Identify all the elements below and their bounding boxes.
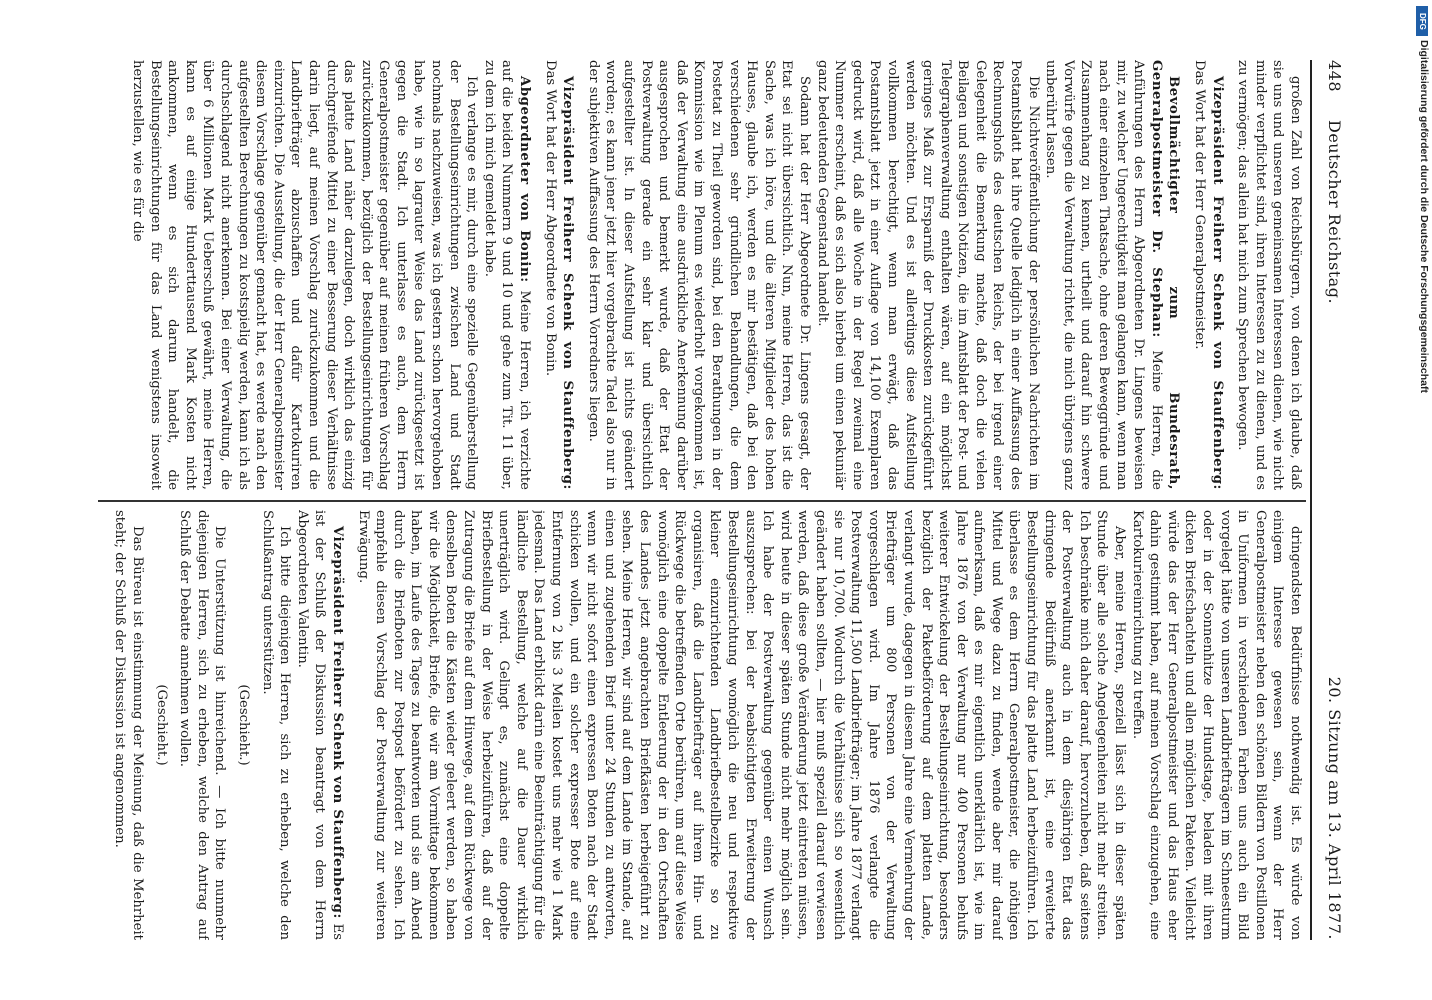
publication-title: Deutscher Reichstag. bbox=[1325, 120, 1344, 305]
body-paragraph: Aber, meine Herren, speziell lässt sich in dieser späten Stunde über alle solche Angelegenheiten nicht mehr streiten. Ich beschränke mich daher darauf, hervorzuheben, daß seitens der Postverwaltung auch in dem diesjährigen Etat das dringende Bedürfniß anerkannt ist, eine erweiterte Bestellungseinrichtung für das platte Land herbeizuführen. Ich überlasse es dem Herrn Generalpostmeister, die nöthigen Mittel und Wege dazu zu finden, wende aber mir darauf aufmerksam, daß es mir eigentlich unerklärlich ist, wie im Jahre 1876 von der Verwaltung nur 400 Personen behufs weiterer Entwickelung der Bestellungseinrichtung, besonders bezüglich der Paketbeförderung auf dem platten Lande, verlangt wurde, dagegen in diesem Jahre eine Vermehrung der Briefträger um 800 Personen von der Verwaltung vorgeschlagen wird. Im Jahre 1876 verlangte die Postverwaltung 11,500 Landbriefträger; im Jahre 1877 verlangt sie nur 10,700. Wodurch die Verhältnisse sich so wesentlich geändert haben sollten, — hier muß speziell darauf verwiesen werden, daß diese große Veränderung jetzt eintreten müssen, wird heute in dieser späten Stunde nicht mehr möglich sein. Ich habe der Postverwaltung gegenüber einen Wunsch auszusprechen: bei der beabsichtigten Erweiterung der Bestellungseinrichtung womöglich die neu und respektive kleiner einzurichtenden Landbriefbestellbezirke so zu organisiren, daß die Landbriefträger auf ihrem Hin- und Rückwege die betreffenden Orte berühren, um auf diese Weise womöglich eine doppelte Entleerung der in den Ortschaften des Landes jetzt angebrachten Briefkästen herbeigeführt zu sehen. Meine Herren, wir sind auf dem Lande im Stande, auf einen und zugehenden Brief unter 24 Stunden zu antworten, wenn wir nicht sofort einen expressen Boten nach der Stadt schicken wollen, und ein solcher expresser Bote auf eine Entfernung von 2 bis 3 Meilen kostet uns mehr wie 1 Mark jedesmal. Das Land erblickt darin eine Beeinträchtigung für die ländliche Bestellung, welche auf die Dauer wirklich unerträglich wird. Gelingt es, zunächst eine doppelte Briefbestellung in der Weise herbeizuführen, daß auf der Zutragung die Briefe auf dem Hinwege, auf dem Rückwege von denselben Boten die Kästen wieder geleert werden, so haben wir die Möglichkeit, Briefe, die wir am Vormittage bekommen haben, im Laufe des Tages zu beantworten und sie am Abend durch die Briefboten zur Postpost befördert zu sehen. Ich empfehle diesen Vorschlag der Postverwaltung zur weiteren Erwägung. bbox=[355, 510, 1128, 940]
column-divider bbox=[98, 500, 1306, 502]
left-column bbox=[100, 60, 1304, 490]
speaker-name: Vizepräsident Freiherr Schenk von Stauffenberg: bbox=[1209, 76, 1225, 490]
session-date: 20. Sitzung am 13. April 1877. bbox=[1325, 676, 1344, 940]
body-paragraph: dringendsten Bedürfnisse nothwendig ist. Es würde von einigem Interesse gewesen sein, wenn der Herr Generalpostmeister neben den schönen Bildern von Postillonen in Uniformen in verschiedenen Farben uns auch ein Bild vorgelegt hätte von unseren Landbriefträgern im Schneesturm oder in der Sonnenhitze der Hundstage, beladen mit ihren dicken Briefschachteln und allen möglichen Paketen. Vielleicht würde das der Herr Generalpostmeister und das Haus eher dahin gestimmt haben, auf meinen Vorschlag einzugehen, eine Kartokuriereinrichtung zu treffen. bbox=[1129, 510, 1303, 940]
body-paragraph: Sodann hat der Herr Abgeordnete Dr. Lingens gesagt, der Etat sei nicht übersichtlich. Nun, meine Herren, das ist die Sache, was ich höre, und die älteren Mitglieder des hohen Hauses, glaube ich, werden es mir bestätigen, daß bei den verschiedenen sehr gründlichen Behandlungen, die dem Postetat zu Theil geworden sind, bei den Berathungen in der Kommission wie im Plenum es wiederholt vorgekommen ist, daß der Verwaltung eine ausdrückliche Anerkennung darüber ausgesprochen und bemerkt wurde, daß der Etat der Postverwaltung gerade ein sehr klar und übersichtlich aufgestellter ist. In dieser Aufstellung ist nichts geändert worden; es kann jener jetzt hier vorgebrachte Tadel also nur in der subjektiven Auffassung des Herrn Vorredners liegen. bbox=[585, 60, 812, 490]
speech-text: Meine Herren, ich verzichte auf die beiden Nummern 9 und 10 und gehe zum Tit. 11 über, zu dem ich mich gemeldet habe. bbox=[481, 60, 533, 490]
speech-text: Das Wort hat der Herr Abgeordnete von Bonin. bbox=[542, 60, 558, 377]
speaker-name: Vizepräsident Freiherr Schenk von Stauffenberg: bbox=[560, 76, 576, 490]
speaker-paragraph bbox=[1190, 60, 1225, 490]
body-paragraph: Das Büreau ist einstimmung der Meinung, daß die Mehrheit steht; der Schluß der Diskussion ist angenommen. bbox=[112, 510, 145, 940]
speaker-paragraph bbox=[541, 60, 576, 490]
header-rule bbox=[1310, 60, 1312, 940]
speech-text: Meine Herren, die Anführungen des Herrn Abgeordneten Dr. Lingens beweisen mir, zu welcher Ungerechtigkeit man gelangen kann, wenn man nach einer einzelnen Thatsache, ohne deren Beweggründe und Zusammenhang zu kennen, urtheilt und darauf hin schwere Vorwürfe gegen die Verwaltung richtet, die mich übrigens ganz unberührt lassen. bbox=[1043, 60, 1164, 490]
right-column bbox=[100, 510, 1304, 940]
credit-text: Digitalisierung gefördert durch die Deutsche Forschungsgemeinschaft bbox=[1418, 40, 1430, 393]
dfg-logo: DFG bbox=[1416, 6, 1428, 36]
speech-text: Das Wort hat der Herr Generalpostmeister. bbox=[1192, 60, 1208, 350]
stage-direction: (Geschieht.) bbox=[153, 684, 169, 766]
page-number: 448 bbox=[1325, 60, 1344, 93]
speaker-name: Abgeordneter von Bonin: bbox=[517, 76, 533, 283]
body-paragraph: Die Unterstützung ist hinreichend. — Ich bitte nunmehr diejenigen Herren, sich zu erheben, welche den Antrag auf Schluß der Debatte annehmen wollen. bbox=[177, 510, 228, 940]
body-paragraph: Ich bitte diejenigen Herren, sich zu erheben, welche den Schlußantrag unterstützen. bbox=[259, 510, 293, 940]
speaker-paragraph bbox=[293, 510, 346, 940]
speaker-paragraph bbox=[1042, 60, 1183, 490]
speech-text: Es ist der Schluß der Diskussion beantragt von dem Herrn Abgeordneten Valentin. bbox=[294, 510, 345, 940]
body-paragraph: Die Nichtveröffentlichung der persönlichen Nachrichten im Postamtsblatt hat ihre Quelle lediglich in einer Auffassung des Rechnungshofs des deutschen Reichs, der bei irgend einer Gelegenheit die Bemerkung machte, daß doch die vielen Beilagen und sonstigen Notizen, die im Amtsblatt der Post- und Telegraphenverwaltung enthalten wären, auf ein möglichst geringes Maß zur Ersparniß der Druckkosten zurückgeführt werden möchten. Und es ist allerdings diese Aufstellung vollkommen berechtigt, wenn man erwägt, daß das Postamtsblatt jetzt in einer Auflage von 14,100 Exemplaren gedruckt wird, daß alle Woche in der Regel zweimal eine Nummer erscheint, daß es sich also hierbei um einen pekuniär ganz bedeutenden Gegenstand handelt. bbox=[814, 60, 1041, 490]
body-paragraph: großen Zahl von Reichsbürgern, von denen ich glaube, daß sie uns und unseren gemeinsamen Interessen dienen, wie nicht minder verpflichtet sind, ihren Interessen zu zu dienen, und es zu vermögen; das allein hat mich zum Sprechen bewogen. bbox=[1235, 60, 1303, 490]
speaker-paragraph bbox=[480, 60, 533, 490]
body-paragraph: Ich verlange es mir, durch eine spezielle Gegenüberstellung der Bestellungseinrichtungen zwischen Land und Stadt nochmals nachzuweisen, was ich gestern schon hervorgehoben habe, wie in so lagrauter Weise das Land zurückgesetzt ist gegen die Stadt. Ich unterlasse es auch, dem Herrn Generalpostmeister gegenüber auf meinen früheren Vorschlag zurückzukommen, bezüglich der Bestellungseinrichtungen für das platte Land näher darzulegen, doch wirklich das einzig durchgreifende Mittel zu einer Besserung dieser Verhältnisse darin liegt, auf meinen Vorschlag zurückzukommen und die Landbriefträger abzuschaffen und dafür Kartokuriren einzurichten. Die Ausstellung, die der Herr Generalpostmeister diesem Vorschlage gegenüber gemacht hat, es werde nach den aufgestellten Berechnungen zu kostspielig werden, kann ich als durchschlagend nicht anerkennen. Bei einer Verwaltung, die über 6 Millionen Mark Ueberschuß gewährt, meine Herren, kann es auf einige Hunderttausend Mark Kosten nicht ankommen, wenn es sich darum handelt, die Bestellungseinrichtungen für das Land wenigstens insoweit herzustellen, wie es für die bbox=[130, 60, 480, 490]
stage-direction: (Geschieht.) bbox=[235, 684, 251, 766]
speaker-name: Vizepräsident Freiherr Schenk von Stauffenberg: bbox=[329, 526, 345, 919]
running-head bbox=[1316, 60, 1344, 940]
speaker-name: Bevollmächtigter zum Bundesrath, Generalpostmeister Dr. Stephan: bbox=[1148, 60, 1182, 490]
digitization-credit bbox=[1410, 40, 1430, 1000]
